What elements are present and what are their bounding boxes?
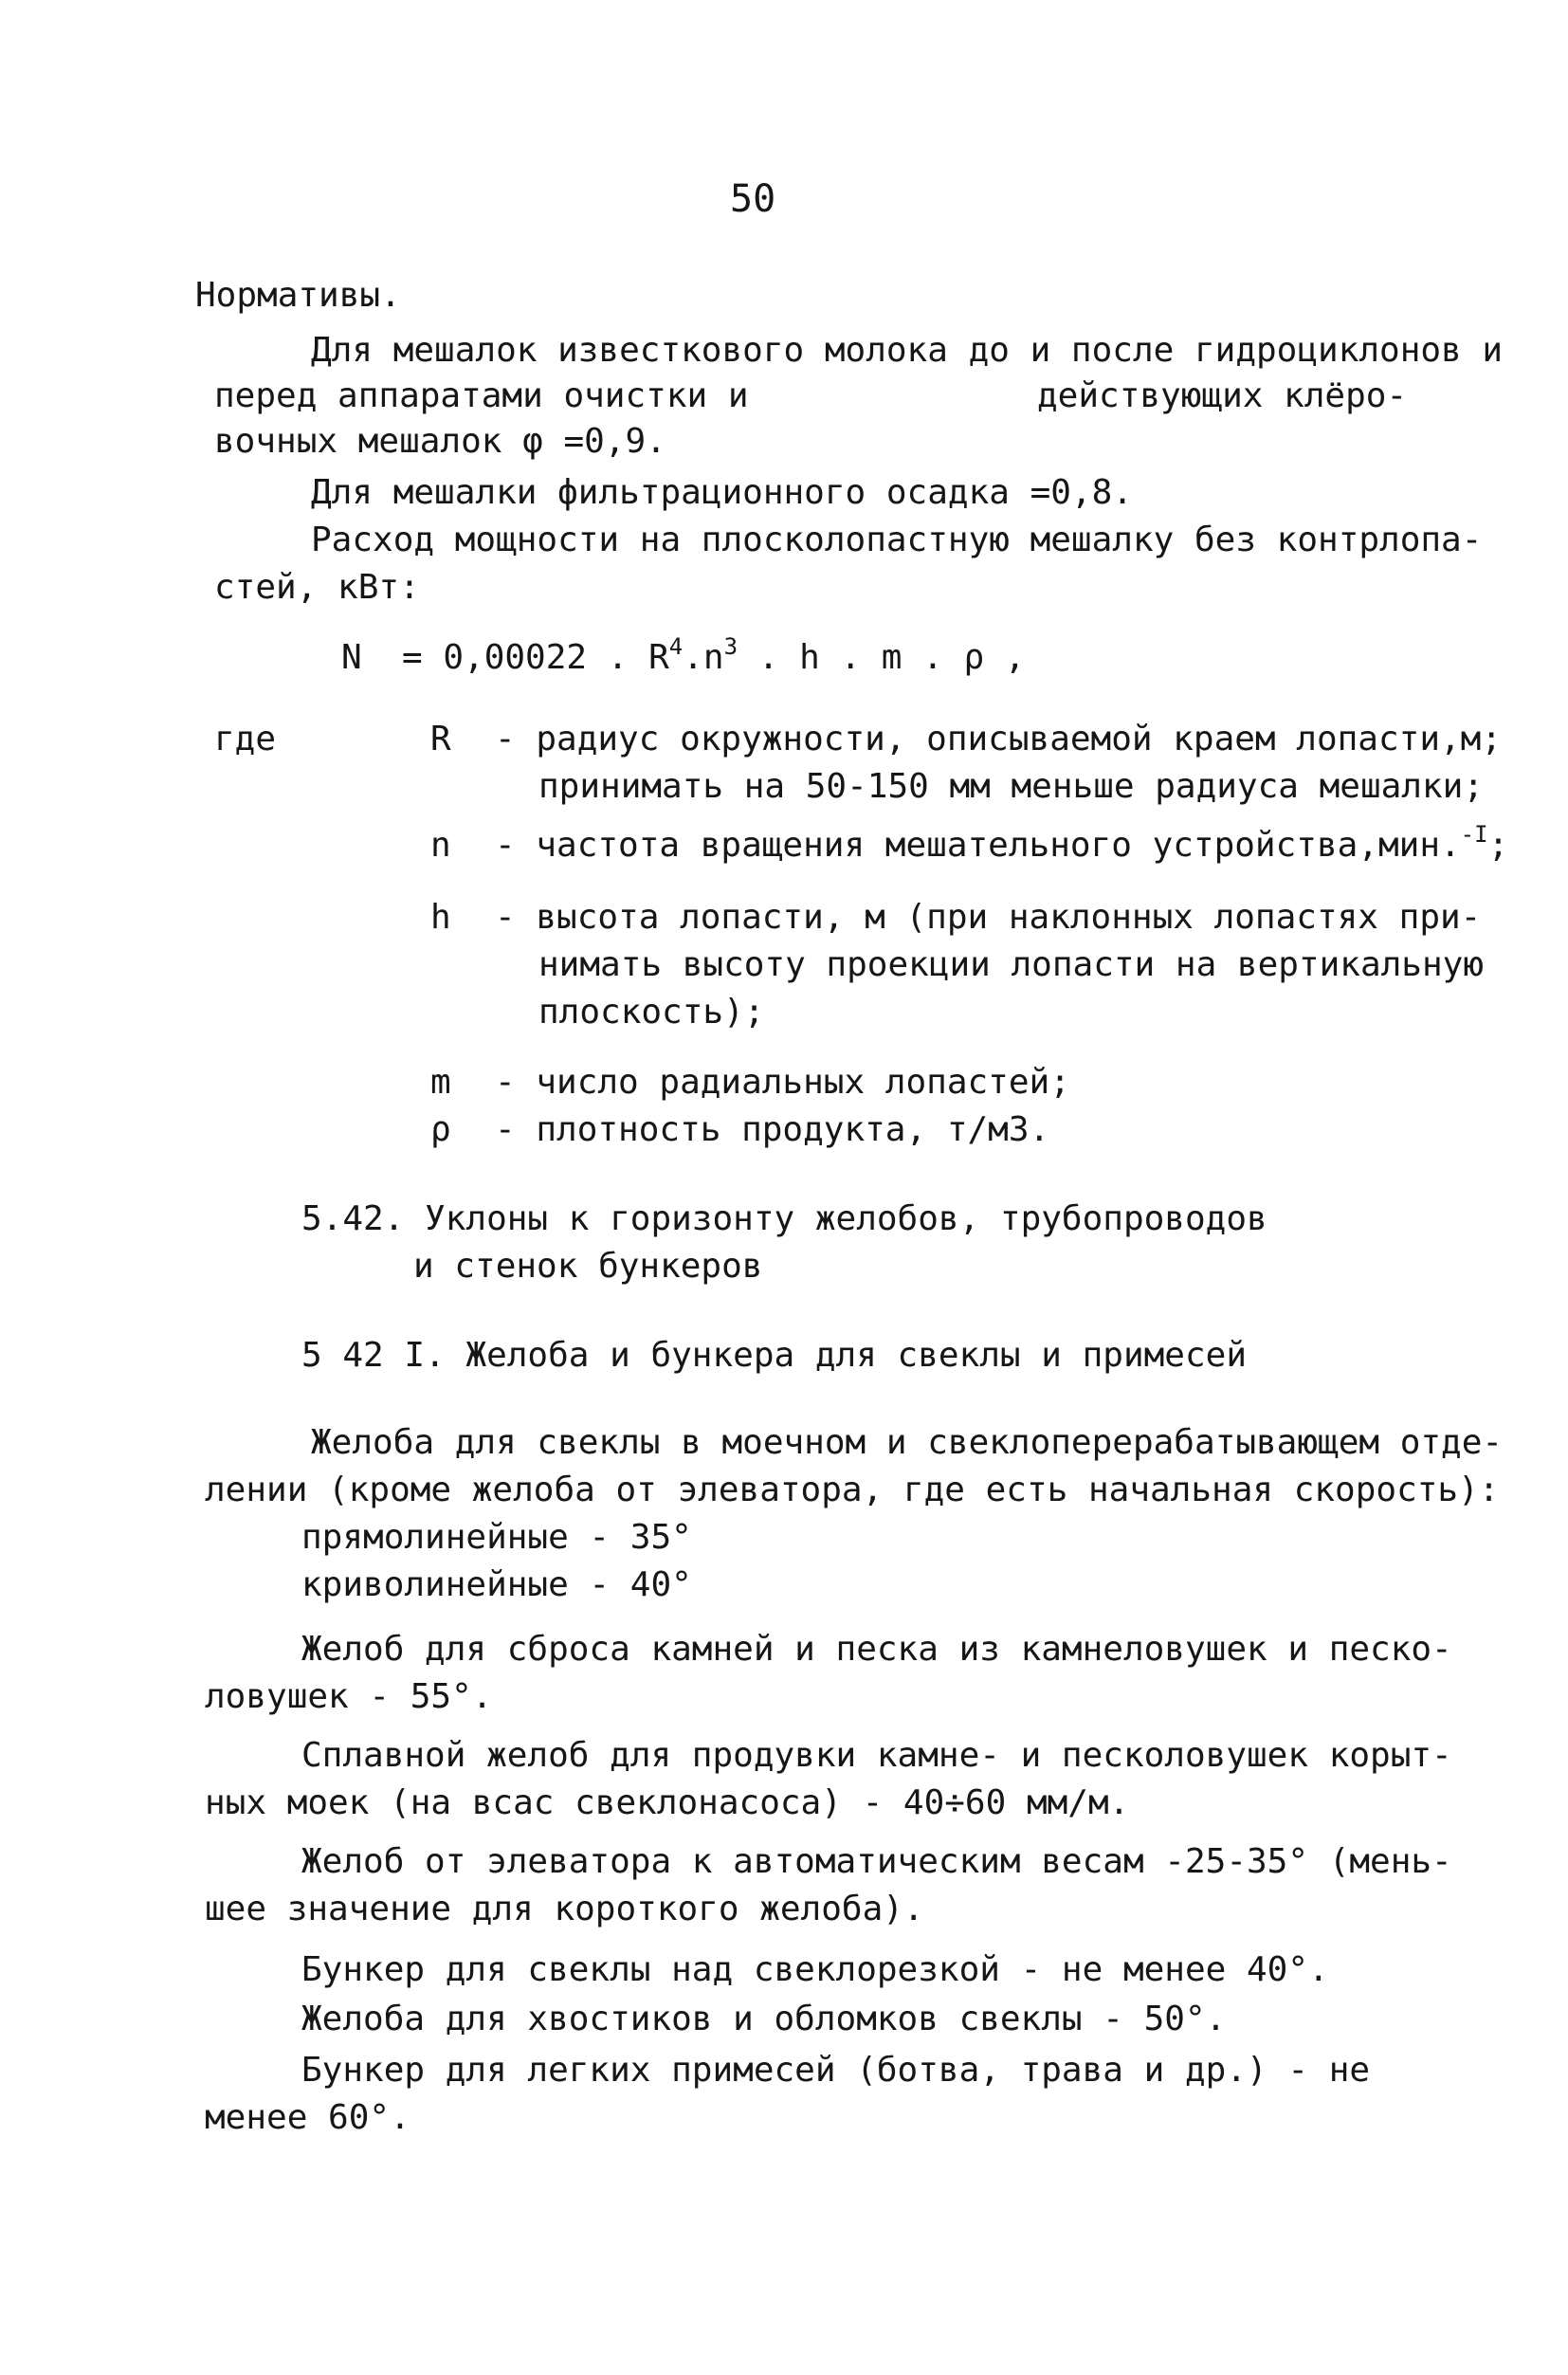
para3-line2: стей, кВт:: [214, 568, 420, 607]
para3-line1: Расход мощности на плосколопастную мешалку без контрлопа-: [311, 521, 1483, 559]
def-h-line2: нимать высоту проекции лопасти на вертикальную: [538, 945, 1484, 984]
def-r-line1: - радиус окружности, описываемой краем лопасти,м;: [495, 720, 1503, 758]
def-symbol-h: h: [430, 898, 451, 937]
def-r-line2: принимать на 50-150 мм меньше радиуса мешалки;: [538, 767, 1484, 806]
def-symbol-r: R: [430, 720, 451, 758]
light-line2: менее 60°.: [205, 2098, 410, 2137]
section-5421: 5 42 I. Желоба и бункера для свеклы и примесей: [301, 1336, 1247, 1375]
tails-para: Желоба для хвостиков и обломков свеклы - 50°.: [301, 2000, 1227, 2038]
def-symbol-n: n: [430, 826, 451, 865]
elev-line1: Желоб от элеватора к автоматическим весам -25-35° (мень-: [301, 1842, 1452, 1881]
def-symbol-rho: ρ: [430, 1110, 451, 1149]
para1-line2b: действующих клёро-: [1037, 376, 1408, 415]
zheloba-line3: прямолинейные - 35°: [301, 1518, 692, 1557]
def-symbol-m: m: [430, 1063, 451, 1102]
para1-line1: Для мешалок известкового молока до и после гидроциклонов и: [311, 331, 1504, 370]
zheloba-line1: Желоба для свеклы в моечном и свеклоперерабатывающем отде-: [311, 1423, 1504, 1462]
formula-body: = 0,00022 . $R^4.n^3$ . h . m . ρ ,: [402, 633, 1026, 677]
def-h-line3: плоскость);: [538, 993, 765, 1032]
formula-n: N: [341, 638, 362, 677]
def-rho-line1: - плотность продукта, т/м3.: [495, 1110, 1050, 1149]
light-line1: Бункер для легких примесей (ботва, трава и др.) - не: [301, 2051, 1371, 2090]
heading-norms: Нормативы.: [195, 276, 401, 315]
elev-line2: шее значение для короткого желоба).: [205, 1890, 924, 1928]
stones-line2: ловушек - 55°.: [205, 1677, 493, 1716]
def-n-line1: - частота вращения мешательного устройства,мин.$^{-I}$;: [495, 821, 1509, 865]
zheloba-line2: лении (кроме желоба от элеватора, где есть начальная скорость):: [205, 1471, 1500, 1509]
section-542-line1: 5.42. Уклоны к горизонту желобов, трубопроводов: [301, 1199, 1267, 1238]
def-h-line1: - высота лопасти, м (при наклонных лопастях при-: [495, 898, 1482, 937]
section-542-line2: и стенок бункеров: [413, 1247, 763, 1286]
def-m-line1: - число радиальных лопастей;: [495, 1063, 1070, 1102]
page-number: 50: [730, 177, 776, 221]
zheloba-line4: криволинейные - 40°: [301, 1565, 692, 1604]
para2: Для мешалки фильтрационного осадка =0,8.: [311, 473, 1133, 512]
para1-line3: вочных мешалок φ =0,9.: [214, 422, 666, 461]
where-label: где: [214, 720, 277, 758]
bunker-para: Бункер для свеклы над свеклорезкой - не менее 40°.: [301, 1950, 1329, 1989]
stones-line1: Желоб для сброса камней и песка из камнеловушек и песко-: [301, 1630, 1452, 1669]
flow-line1: Сплавной желоб для продувки камне- и песколовушек корыт-: [301, 1736, 1452, 1775]
flow-line2: ных моек (на всас свеклонасоса) - 40÷60 мм/м.: [205, 1783, 1130, 1822]
para1-line2: перед аппаратами очистки и: [214, 376, 749, 415]
